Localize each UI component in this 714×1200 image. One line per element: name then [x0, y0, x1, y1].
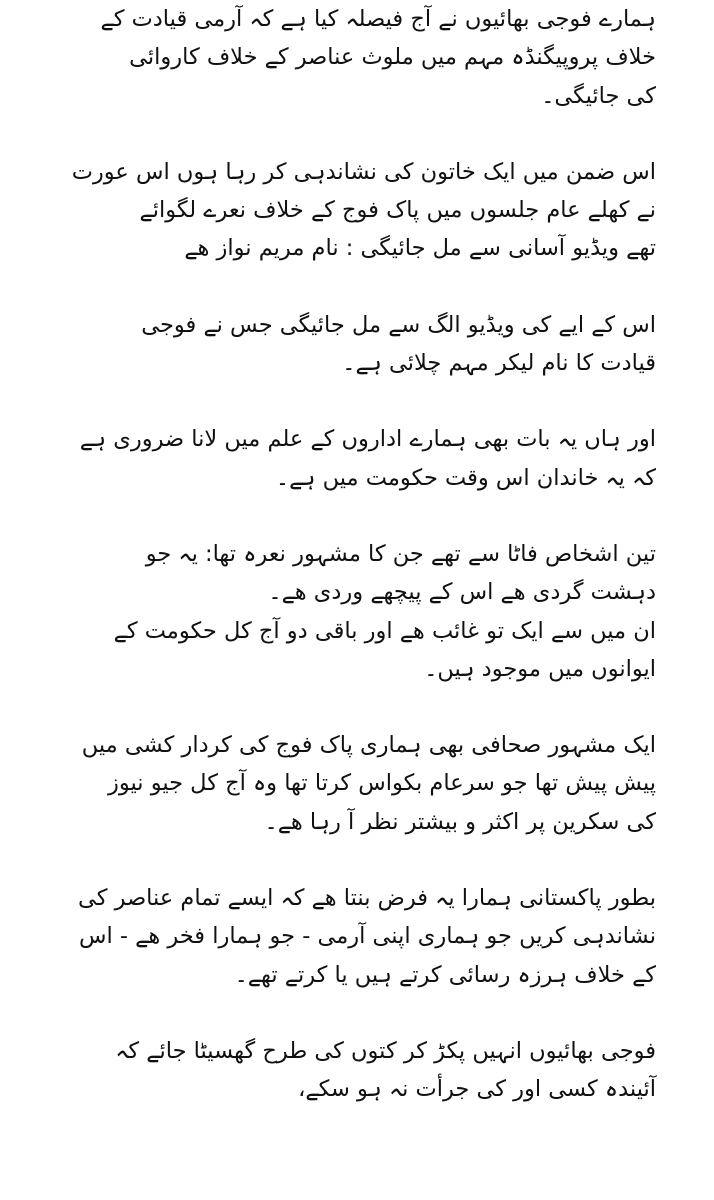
- paragraph-spacer: [54, 688, 656, 726]
- paragraph-spacer: [54, 994, 656, 1032]
- text-line: بطور پاکستانی ہمارا یہ فرض بنتا ھے کہ ایسے تمام عناصر کی: [78, 885, 656, 912]
- text-line: ان میں سے ایک تو غائب ھے اور باقی دو آج کل حکومت کے: [113, 617, 656, 644]
- paragraph-spacer: [54, 497, 656, 535]
- text-line: نے کھلے عام جلسوں میں پاک فوج کے خلاف نعرے لگوائے: [139, 197, 656, 224]
- paragraph-5: [54, 535, 656, 688]
- paragraph-7: [54, 879, 656, 994]
- paragraph-spacer: [54, 382, 656, 420]
- text-line: ایک مشہور صحافی بھی ہماری پاک فوج کی کردار کشی میں: [81, 732, 656, 759]
- paragraph-spacer: [54, 115, 656, 153]
- paragraph-spacer: [54, 268, 656, 306]
- text-line: اس کے ایے کی ویڈیو الگ سے مل جائیگی جس نے فوجی: [141, 311, 656, 338]
- text-line: اس ضمن میں ایک خاتون کی نشاندہی کر رہا ہوں اس عورت: [71, 158, 656, 185]
- text-line: تین اشخاص فاٹا سے تھے جن کا مشہور نعرہ تھا: یہ جو: [145, 540, 656, 567]
- text-line: کی سکرین پر اکثر و بیشتر نظر آ رہا ھے۔: [264, 808, 656, 835]
- urdu-text-body: [54, 0, 656, 1109]
- text-line: قیادت کا نام لیکر مہم چلائی ہے۔: [342, 350, 656, 377]
- text-line: نشاندہی کریں جو ہماری اپنی آرمی - جو ہمارا فخر ھے - اس: [79, 923, 656, 950]
- text-line: کی جائیگی۔: [541, 82, 656, 109]
- paragraph-4: [54, 420, 656, 497]
- text-line: ایوانوں میں موجود ہیں۔: [424, 655, 656, 682]
- text-line: پیش پیش تھا جو سرعام بکواس کرتا تھا وہ آج کل جیو نیوز: [108, 770, 656, 797]
- text-line: کہ یہ خاندان اس وقت حکومت میں ہے۔: [275, 464, 656, 491]
- paragraph-3: [54, 306, 656, 383]
- text-line: اور ہاں یہ بات بھی ہمارے اداروں کے علم میں لانا ضروری ہے: [79, 426, 656, 453]
- text-line: خلاف پروپیگنڈہ مہم میں ملوث عناصر کے خلاف کاروائی: [129, 44, 656, 71]
- text-line: فوجی بھائیوں انہیں پکڑ کر کتوں کی طرح گھسیٹا جائے کہ: [115, 1037, 656, 1064]
- paragraph-8: [54, 1032, 656, 1109]
- text-line: کے خلاف ہرزہ رسائی کرتے ہیں یا کرتے تھے۔: [234, 961, 656, 988]
- text-line: دہشت گردی ھے اس کے پیچھے وردی ھے۔: [268, 579, 656, 606]
- text-line: ہمارے فوجی بھائیوں نے آج فیصلہ کیا ہے کہ آرمی قیادت کے: [100, 6, 656, 32]
- paragraph-6: [54, 726, 656, 841]
- paragraph-spacer: [54, 841, 656, 879]
- paragraph-1: [54, 0, 656, 115]
- text-line: تھے ویڈیو آسانی سے مل جائیگی : نام مریم نواز ھے: [184, 235, 656, 262]
- paragraph-2: [54, 153, 656, 268]
- text-line: آئیندہ کسی اور کی جرأت نہ ہو سکے،: [298, 1076, 656, 1103]
